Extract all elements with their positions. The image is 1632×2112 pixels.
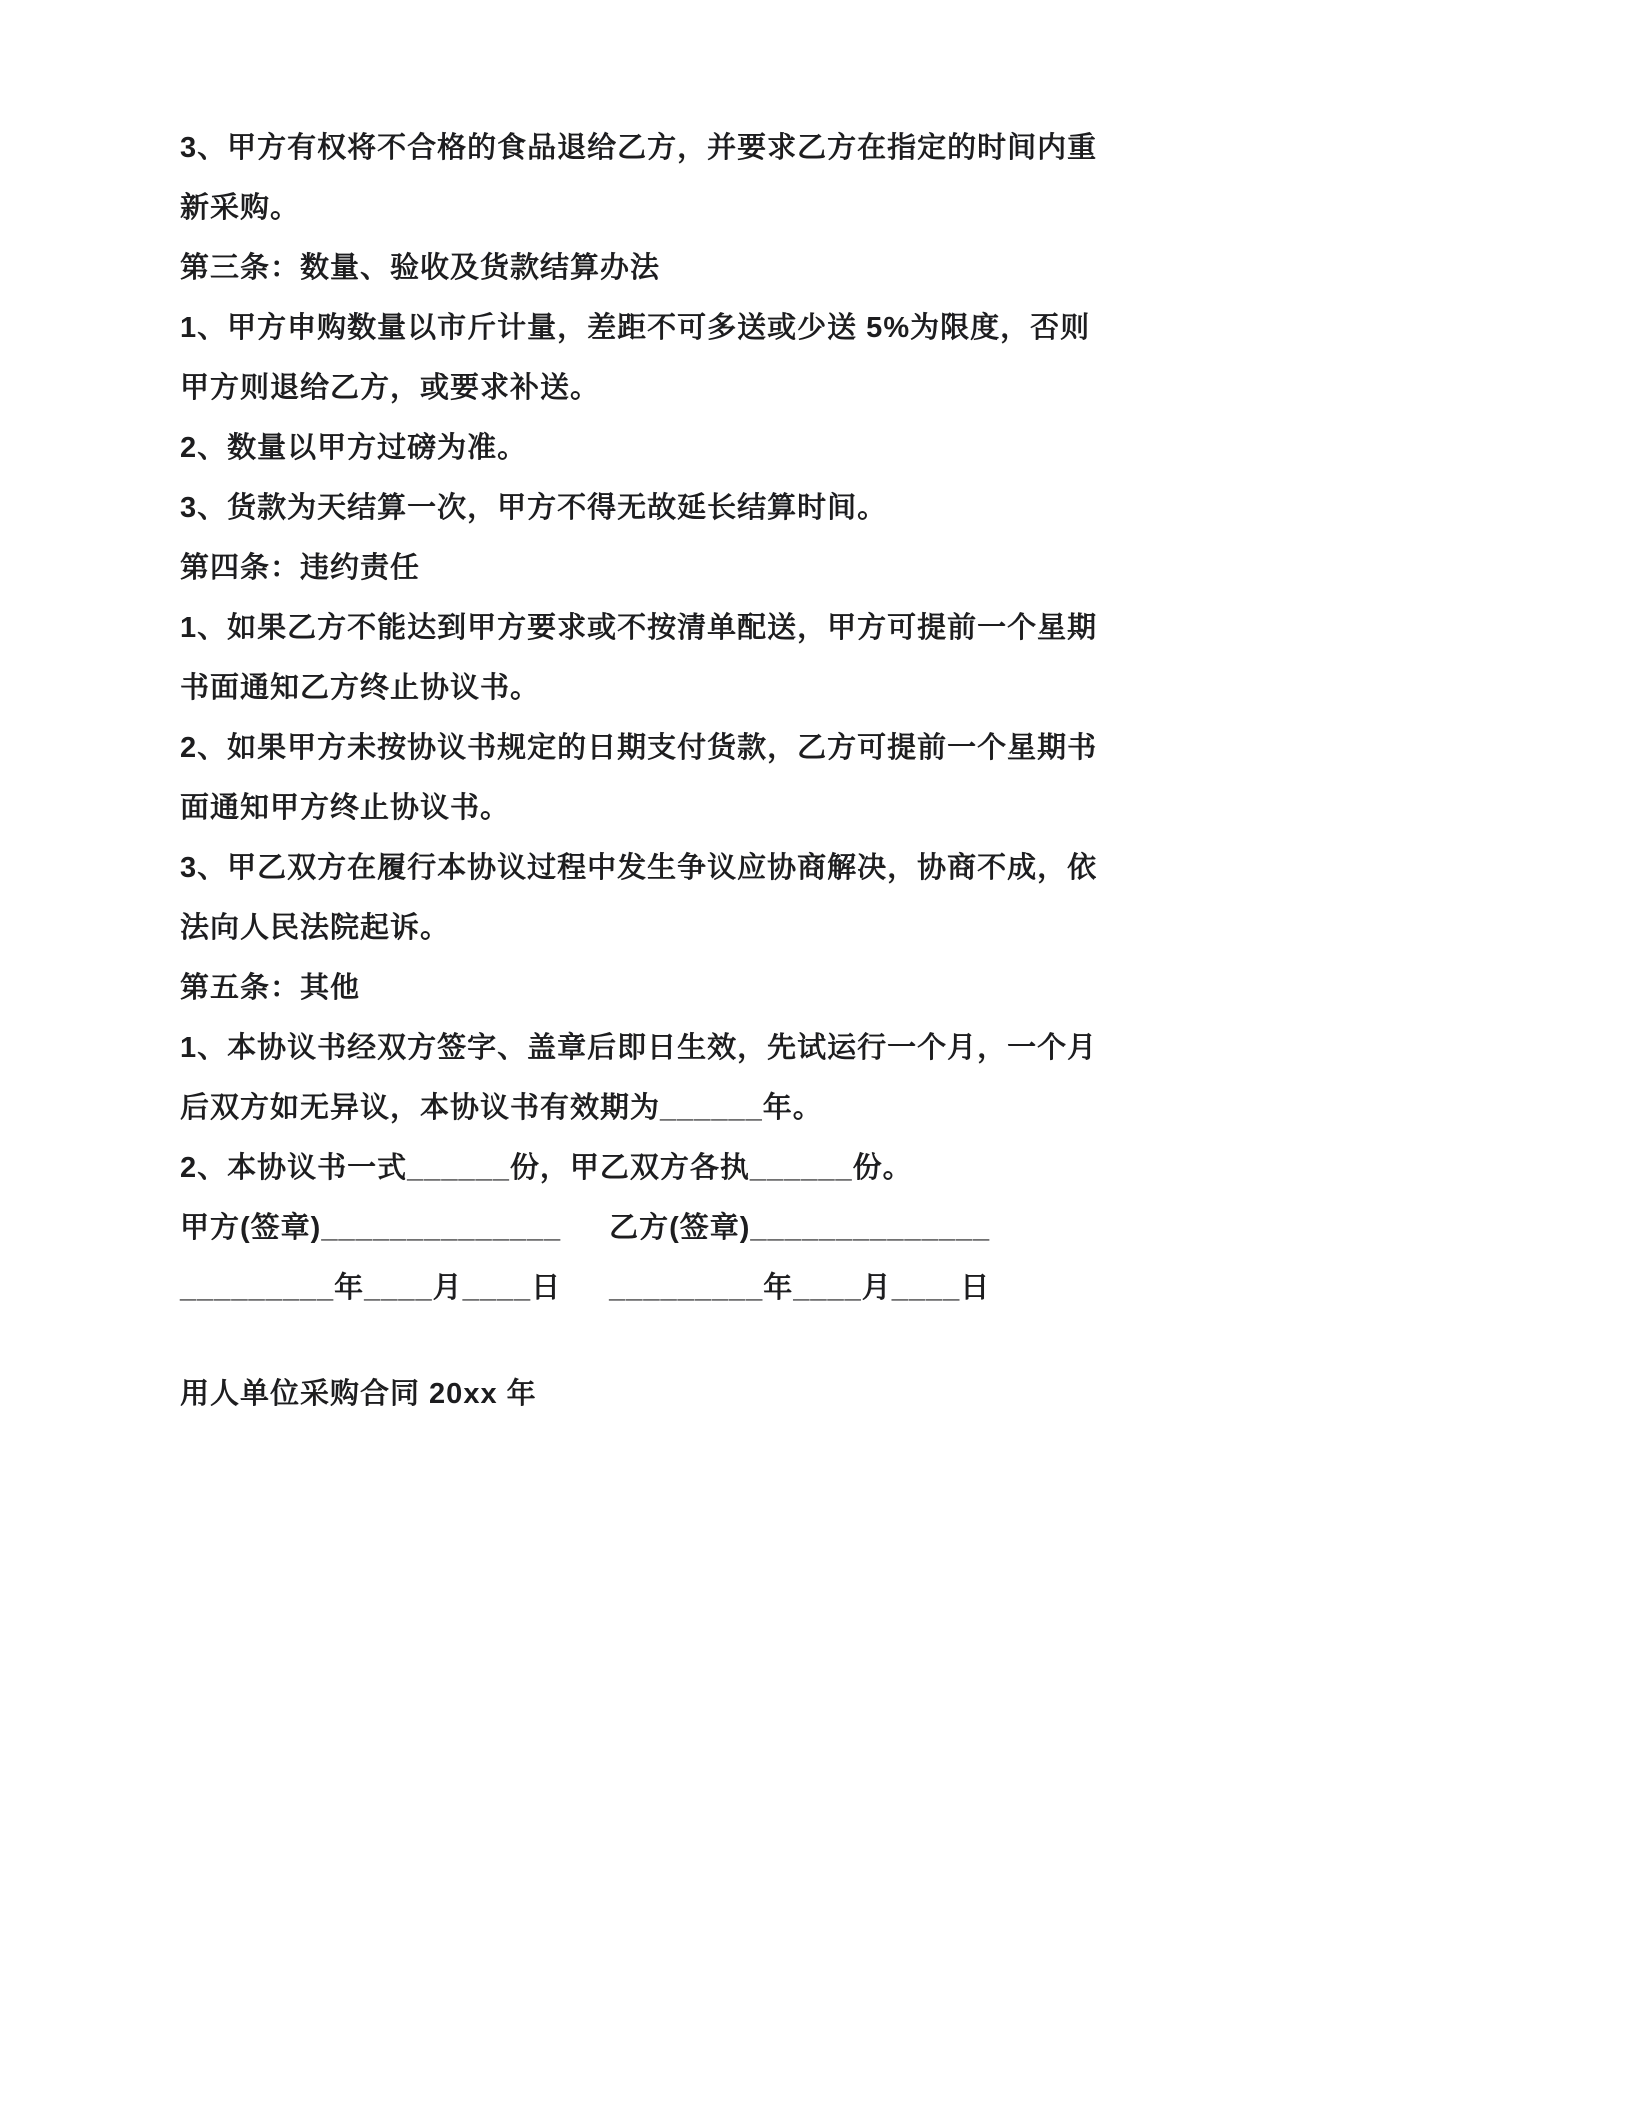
section-heading-article-4: 第四条：违约责任: [180, 552, 421, 584]
section-heading-article-3: 第三条：数量、验收及货款结算办法: [180, 252, 661, 284]
paragraph-line: 1、本协议书经双方签字、盖章后即日生效，先试运行一个月，一个月: [180, 1032, 1098, 1064]
party-a-date-line: _________年____月____日: [180, 1272, 562, 1304]
paragraph-line: 3、甲乙双方在履行本协议过程中发生争议应协商解决，协商不成，依: [180, 852, 1098, 884]
paragraph-line: 1、甲方申购数量以市斤计量，差距不可多送或少送 5%为限度，否则: [180, 312, 1091, 344]
signature-date-row: [180, 1258, 1482, 1318]
footer-contract-title: 用人单位采购合同 20xx 年: [180, 1378, 537, 1410]
paragraph-line: 面通知甲方终止协议书。: [180, 792, 511, 824]
party-b-signature-label: 乙方(签章)______________: [609, 1212, 991, 1244]
paragraph-line: 1、如果乙方不能达到甲方要求或不按清单配送，甲方可提前一个星期: [180, 612, 1098, 644]
party-a-signature-label: 甲方(签章)______________: [180, 1212, 562, 1244]
paragraph-line: 后双方如无异议，本协议书有效期为______年。: [180, 1092, 823, 1124]
signature-row: [180, 1198, 1482, 1258]
paragraph-line: 法向人民法院起诉。: [180, 912, 451, 944]
paragraph-line: 3、甲方有权将不合格的食品退给乙方，并要求乙方在指定的时间内重: [180, 132, 1098, 164]
paragraph-line: 书面通知乙方终止协议书。: [180, 672, 541, 704]
paragraph-line: 3、货款为天结算一次，甲方不得无故延长结算时间。: [180, 492, 888, 524]
paragraph-line: 2、本协议书一式______份，甲乙双方各执______份。: [180, 1152, 913, 1184]
party-b-date-line: _________年____月____日: [609, 1272, 991, 1304]
paragraph-line: 新采购。: [180, 192, 301, 224]
paragraph-line: 2、如果甲方未按协议书规定的日期支付货款，乙方可提前一个星期书: [180, 732, 1098, 764]
paragraph-line: 2、数量以甲方过磅为准。: [180, 432, 528, 464]
section-heading-article-5: 第五条：其他: [180, 972, 361, 1004]
paragraph-line: 甲方则退给乙方，或要求补送。: [180, 372, 601, 404]
